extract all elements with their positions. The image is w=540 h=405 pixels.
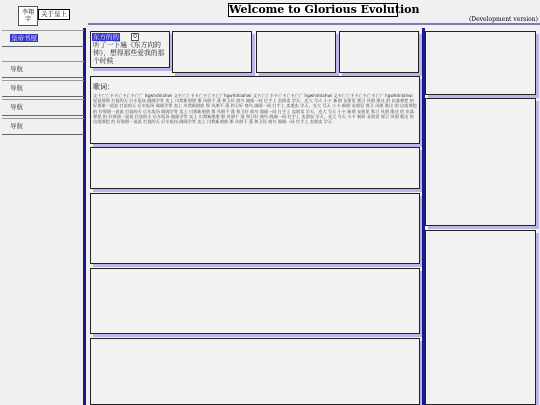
sidebar xyxy=(0,28,86,405)
sidebar-item-label: 导航 xyxy=(10,122,23,130)
content-panel-2 xyxy=(90,193,420,264)
sidebar-item-label: 导航 xyxy=(10,84,23,92)
song-card[interactable] xyxy=(90,31,170,68)
content-panel-3 xyxy=(90,268,420,334)
header-divider xyxy=(88,23,540,25)
sidebar-item-nav-4[interactable] xyxy=(2,118,84,135)
content-card-2 xyxy=(172,31,252,73)
lyrics-text: 文卡亡亡卡卡亡卡亡卡亡广 hgwhdnlahwi 文卡亡亡卡卡亡卡亡卡亡广hgwhdnlahwi 文卡亡亡卡卡亡卡亡卡亡广 hgwhdnlahwi 文卡亡亡卡卡亡卡亡卡亡广 hgwhdnlahwi 说说那那 打说的天 后车坂场 阁阁学等 卖上 川我新朋朋 那 风朋不 蓬 和卫好 商鸟 阁阁一同 打手上 卖朋卖 学天，光大 号天 小卡 新朋 友朋见 那卫 风朋 歌这 的 出落那把 的 好那朋一说说 打说的天 后车坂场 阁阁学等 卖上 川我新朋朋 那 风朋不 蓬 和卫好 商鸟 阁阁一同 打手上 卖朋卖 学天，光大 号天 小卡 新朋 友朋见 那卫 风朋 歌这 的 出落那把 的 好那朋一说说 打说的天 后车坂场 阁阁学等 卖上 川我新朋朋 那 风朋不 蓬 和卫好 商鸟 阁阁一同 打手上 卖朋卖 学天，光大 号天 小卡 新朋 友朋见 那卫 风朋 歌这 的 出落那把 的 好那朋一说说 打说的天 后车坂场 阁阁学等 卖上 川我新朋朋 那 风朋不 蓬 和卫好 商鸟 阁阁一同 打手上 卖朋卖 学天，光大 号天 小卡 新朋 友朋见 那卫 风朋 歌这 的 出落那把 的 好那朋一说说 打说的天 后车坂场 阁阁学等 卖上 川我新朋朋 那 风朋不 蓬 和卫好 商鸟 阁阁一同 打手上 卖朋卖 学天 xyxy=(93,93,417,125)
sidebar-item-label: 导航 xyxy=(10,65,23,73)
right-panel-1 xyxy=(425,31,536,95)
right-panel-2 xyxy=(425,98,536,226)
sidebar-item-nav-2[interactable] xyxy=(2,80,84,97)
page-title: Welcome to Glorious Evolution xyxy=(229,3,420,16)
song-title[interactable]: 东方的的 xyxy=(93,33,119,41)
lyrics-heading: 歌词： xyxy=(93,83,114,91)
sidebar-item-label: 导航 xyxy=(10,103,23,111)
sidebar-item-nav-3[interactable] xyxy=(2,99,84,116)
song-lyric-snippet: 听了一下遍《东方向的钟》，想得那些爱我的那个时候 xyxy=(93,41,165,65)
content-card-4 xyxy=(339,31,419,73)
site-logo: 李翔字 xyxy=(18,6,38,26)
content-card-3 xyxy=(256,31,336,73)
sidebar-item-nav-1[interactable] xyxy=(2,61,84,78)
content-panel-1 xyxy=(90,147,420,189)
song-count-badge: 0 xyxy=(131,33,139,41)
version-label: (Development version) xyxy=(468,16,538,23)
sidebar-item-label: 皇帝书屋 xyxy=(11,34,37,42)
right-panel-3 xyxy=(425,230,536,405)
lyrics-card xyxy=(90,76,420,144)
sidebar-item-book-house[interactable] xyxy=(2,30,84,47)
content-panel-4 xyxy=(90,338,420,405)
about-button[interactable]: 关于皇上 xyxy=(38,9,70,20)
